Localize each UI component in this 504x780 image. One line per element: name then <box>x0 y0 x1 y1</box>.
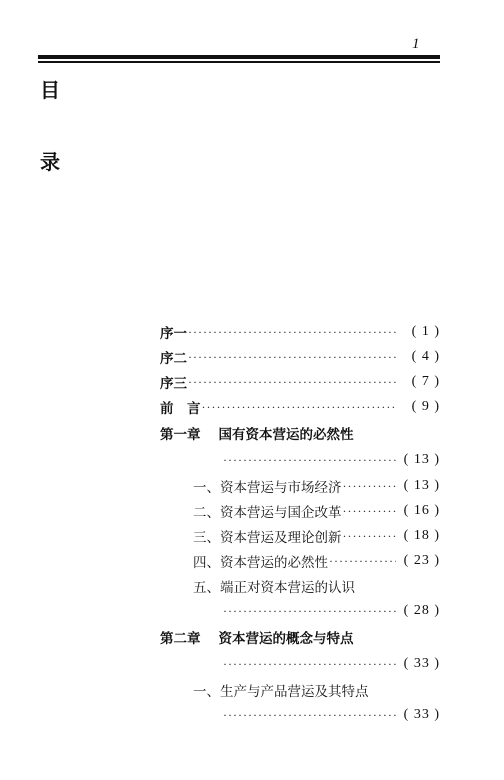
header-rule-thin <box>38 61 440 63</box>
leader-dots <box>222 658 396 670</box>
leader-dots <box>342 530 397 542</box>
toc-page-number: ( 7 ) <box>411 373 440 389</box>
toc-entry-label: 序一 <box>160 325 187 342</box>
toc-entry-label: 前 言 <box>160 400 201 417</box>
page-title-char-1: 目 <box>40 78 60 102</box>
leader-dots <box>328 555 396 567</box>
toc-section-entry <box>160 548 440 573</box>
toc-entry-label: 一、资本营运与市场经济 <box>193 479 342 496</box>
toc-page-number: ( 18 ) <box>403 527 440 543</box>
toc-section-entry <box>160 573 440 598</box>
toc-page-number: ( 33 ) <box>403 655 440 671</box>
toc-chapter-page-line <box>160 650 440 677</box>
toc-entry-label: 四、资本营运的必然性 <box>193 554 328 571</box>
toc-entry-label: 序二 <box>160 350 187 367</box>
toc-chapter-heading <box>160 623 440 650</box>
toc-page-number: ( 28 ) <box>403 602 440 618</box>
toc-section-entry <box>160 498 440 523</box>
toc-entry-label: 二、资本营运与国企改革 <box>193 504 342 521</box>
toc-section-entry <box>160 523 440 548</box>
toc-page-number: ( 33 ) <box>403 706 440 722</box>
toc-chapter-page-line <box>160 446 440 473</box>
toc-page-number: ( 16 ) <box>403 502 440 518</box>
chapter-title: 国有资本营运的必然性 <box>218 426 354 443</box>
toc-page-number: ( 1 ) <box>411 323 440 339</box>
toc-entry-label: 序三 <box>160 375 187 392</box>
chapter-title: 资本营运的概念与特点 <box>218 630 354 647</box>
toc-page-number: ( 23 ) <box>403 552 440 568</box>
toc-page-number: ( 13 ) <box>403 451 440 467</box>
toc-entry-preface-1 <box>160 319 440 344</box>
toc-page-number: ( 9 ) <box>411 398 440 414</box>
leader-dots <box>187 351 396 363</box>
toc-entry-foreword <box>160 394 440 419</box>
leader-dots <box>201 401 397 413</box>
leader-dots <box>342 480 397 492</box>
leader-dots <box>187 376 396 388</box>
leader-dots <box>222 709 396 721</box>
toc-entry-preface-3 <box>160 369 440 394</box>
leader-dots <box>187 326 396 338</box>
header-rule-thick <box>38 55 440 59</box>
leader-dots <box>222 454 396 466</box>
toc-chapter-heading <box>160 419 440 446</box>
toc-page-number: ( 13 ) <box>403 477 440 493</box>
toc-section-entry <box>160 677 440 702</box>
toc-section-page-line <box>160 702 440 727</box>
toc-entry-label: 三、资本营运及理论创新 <box>193 529 342 546</box>
page-title-char-2: 录 <box>40 150 60 174</box>
leader-dots <box>342 505 397 517</box>
table-of-contents <box>160 319 440 727</box>
toc-entry-preface-2 <box>160 344 440 369</box>
leader-dots <box>222 605 396 617</box>
page-number: 1 <box>412 36 420 52</box>
toc-page-number: ( 4 ) <box>411 348 440 364</box>
toc-section-page-line <box>160 598 440 623</box>
chapter-number: 第一章 <box>160 426 201 443</box>
toc-entry-label: 五、端正对资本营运的认识 <box>193 579 355 596</box>
toc-section-entry <box>160 473 440 498</box>
chapter-number: 第二章 <box>160 630 201 647</box>
toc-entry-label: 一、生产与产品营运及其特点 <box>193 683 369 700</box>
